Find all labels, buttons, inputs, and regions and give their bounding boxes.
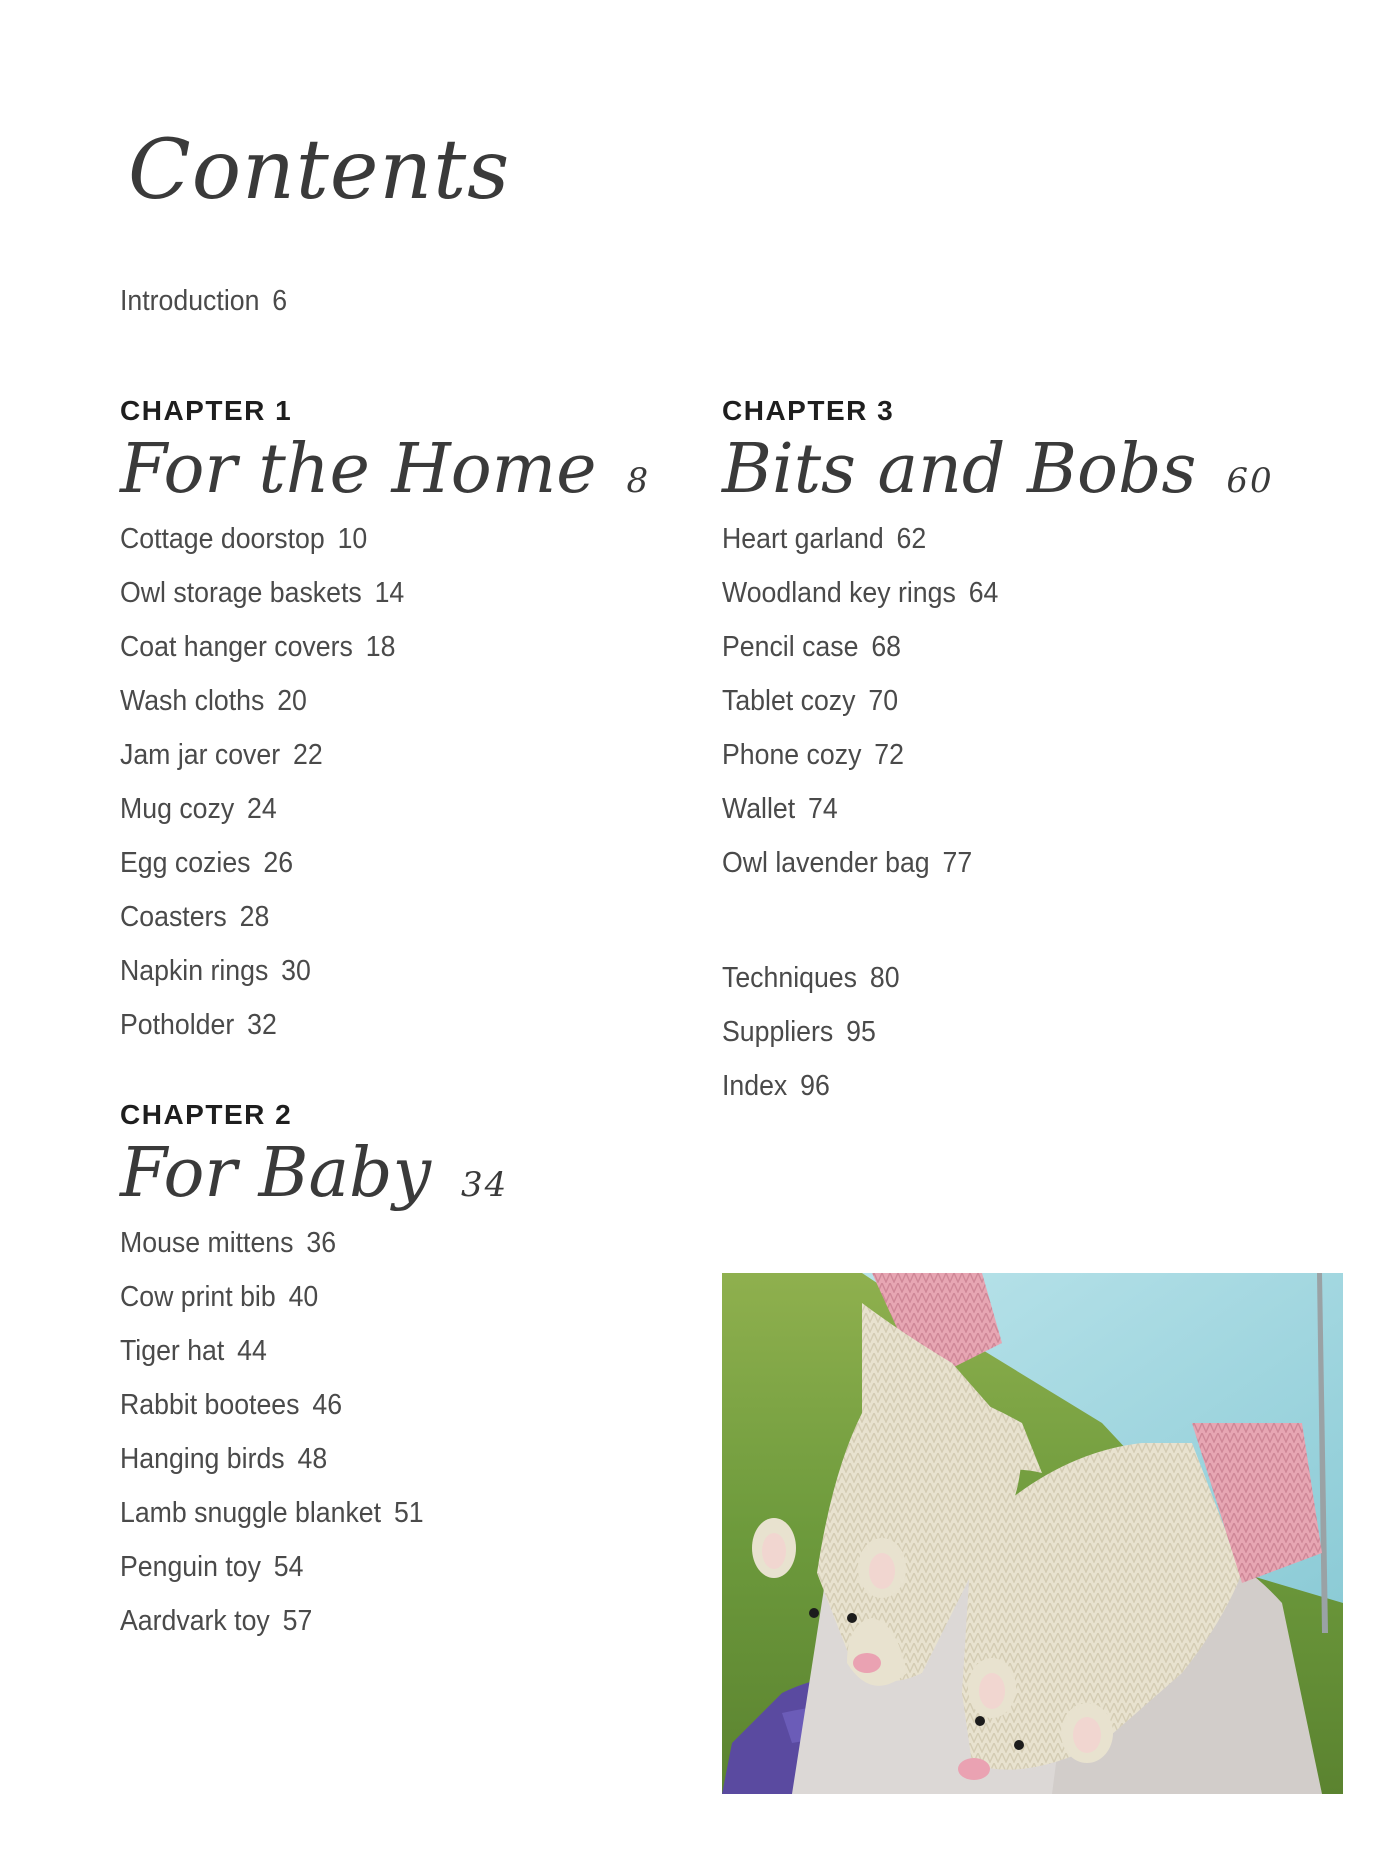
toc-entry[interactable]: [120, 1216, 477, 1270]
entry-label: Woodland key rings: [722, 577, 956, 609]
toc-entry[interactable]: [120, 566, 608, 620]
toc-entry[interactable]: [120, 782, 608, 836]
entry-label: Pencil case: [722, 631, 859, 663]
entry-page-number: 22: [293, 739, 323, 771]
entry-page-number: 74: [808, 793, 838, 825]
toc-entry[interactable]: [722, 728, 1230, 782]
entry-page-number: 68: [871, 631, 902, 663]
toc-entry[interactable]: [120, 1486, 477, 1540]
toc-entry[interactable]: [120, 512, 608, 566]
entry-page-number: 32: [247, 1009, 277, 1041]
chapter-items-list: [120, 512, 650, 1052]
entry-label: Cottage doorstop: [120, 523, 325, 555]
entry-page-number: 14: [374, 577, 405, 609]
toc-entry[interactable]: [722, 836, 1230, 890]
chapter-items-list: [120, 1216, 508, 1648]
entry-page-number: 70: [868, 685, 899, 717]
toc-entry-suppliers[interactable]: [722, 1005, 900, 1059]
entry-label: Jam jar cover: [120, 739, 281, 771]
toc-entry[interactable]: [120, 944, 608, 998]
entry-label: Owl storage baskets: [120, 577, 362, 609]
entry-page-number: 44: [237, 1335, 267, 1367]
entry-page-number: 80: [869, 962, 900, 994]
toc-entry[interactable]: [120, 1540, 477, 1594]
chapter-title[interactable]: [722, 428, 1274, 512]
toc-entry-techniques[interactable]: [722, 951, 900, 1005]
toc-entry[interactable]: [120, 836, 608, 890]
toc-entry-introduction[interactable]: [120, 274, 287, 328]
entry-label: Coat hanger covers: [120, 631, 353, 663]
entry-page-number: 26: [263, 847, 294, 879]
entry-label: Potholder: [120, 1009, 235, 1041]
entry-page-number: 77: [942, 847, 973, 879]
entry-label: Wallet: [722, 793, 796, 825]
chapter-title-text: For the Home: [120, 430, 597, 509]
entry-page-number: 62: [896, 523, 927, 555]
mouse-mittens-photo: [722, 1273, 1343, 1794]
entry-label: Techniques: [722, 962, 857, 994]
toc-entry[interactable]: [120, 890, 608, 944]
chapter-title-text: For Baby: [120, 1134, 431, 1213]
entry-label: Tiger hat: [120, 1335, 225, 1367]
entry-page-number: 6: [272, 285, 288, 317]
entry-page-number: 36: [306, 1227, 337, 1259]
entry-label: Heart garland: [722, 523, 884, 555]
entry-page-number: 95: [846, 1016, 876, 1048]
chapter-items-list: [722, 512, 1274, 890]
toc-entry[interactable]: [120, 674, 608, 728]
entry-page-number: 72: [874, 739, 904, 771]
chapter-title-text: Bits and Bobs: [722, 430, 1197, 509]
entry-page-number: 10: [337, 523, 368, 555]
chapter-title[interactable]: [120, 1132, 508, 1216]
page-title: Contents: [128, 123, 511, 218]
chapter-label: CHAPTER 2: [120, 1099, 293, 1130]
toc-entry[interactable]: [722, 674, 1230, 728]
toc-entry[interactable]: [722, 782, 1230, 836]
entry-page-number: 51: [393, 1497, 424, 1529]
entry-label: Hanging birds: [120, 1443, 285, 1475]
chapter-title[interactable]: [120, 428, 650, 512]
entry-page-number: 57: [282, 1605, 313, 1637]
chapter-page-number: 60: [1226, 461, 1274, 501]
entry-page-number: 18: [365, 631, 396, 663]
entry-page-number: 40: [288, 1281, 319, 1313]
chapter-3-section: [722, 394, 1274, 890]
toc-entry[interactable]: [722, 620, 1230, 674]
entry-page-number: 46: [312, 1389, 343, 1421]
entry-page-number: 24: [247, 793, 277, 825]
toc-entry[interactable]: [120, 728, 608, 782]
toc-entry[interactable]: [120, 1432, 477, 1486]
toc-entry[interactable]: [120, 998, 608, 1052]
entry-label: Mug cozy: [120, 793, 235, 825]
mouse-mittens-illustration: [722, 1273, 1343, 1794]
entry-page-number: 96: [800, 1070, 830, 1102]
chapter-page-number: 8: [626, 461, 651, 501]
toc-entry[interactable]: [120, 1324, 477, 1378]
toc-entry[interactable]: [120, 620, 608, 674]
toc-entry[interactable]: [120, 1378, 477, 1432]
toc-entry[interactable]: [120, 1594, 477, 1648]
entry-label: Napkin rings: [120, 955, 269, 987]
entry-label: Wash cloths: [120, 685, 265, 717]
chapter-2-section: [120, 1098, 508, 1648]
toc-entry-index[interactable]: [722, 1059, 900, 1113]
entry-label: Rabbit bootees: [120, 1389, 300, 1421]
entry-label: Egg cozies: [120, 847, 251, 879]
entry-page-number: 64: [968, 577, 999, 609]
entry-label: Index: [722, 1070, 788, 1102]
toc-entry[interactable]: [120, 1270, 477, 1324]
entry-label: Phone cozy: [722, 739, 862, 771]
entry-page-number: 28: [239, 901, 270, 933]
entry-page-number: 54: [273, 1551, 304, 1583]
entry-label: Tablet cozy: [722, 685, 856, 717]
entry-label: Coasters: [120, 901, 227, 933]
entry-page-number: 48: [297, 1443, 328, 1475]
chapter-page-number: 34: [460, 1165, 509, 1205]
chapter-1-section: [120, 394, 650, 1052]
entry-label: Penguin toy: [120, 1551, 261, 1583]
entry-label: Owl lavender bag: [722, 847, 930, 879]
entry-label: Cow print bib: [120, 1281, 276, 1313]
entry-label: Aardvark toy: [120, 1605, 270, 1637]
entry-page-number: 20: [277, 685, 307, 717]
entry-label: Lamb snuggle blanket: [120, 1497, 382, 1529]
chapter-label: CHAPTER 1: [120, 395, 293, 426]
entry-label: Suppliers: [722, 1016, 834, 1048]
toc-entry[interactable]: [722, 512, 1230, 566]
entry-label: Introduction: [120, 285, 260, 317]
toc-entry[interactable]: [722, 566, 1230, 620]
entry-page-number: 30: [281, 955, 311, 987]
chapter-label: CHAPTER 3: [722, 395, 895, 426]
back-matter-list: [722, 951, 915, 1113]
entry-label: Mouse mittens: [120, 1227, 294, 1259]
